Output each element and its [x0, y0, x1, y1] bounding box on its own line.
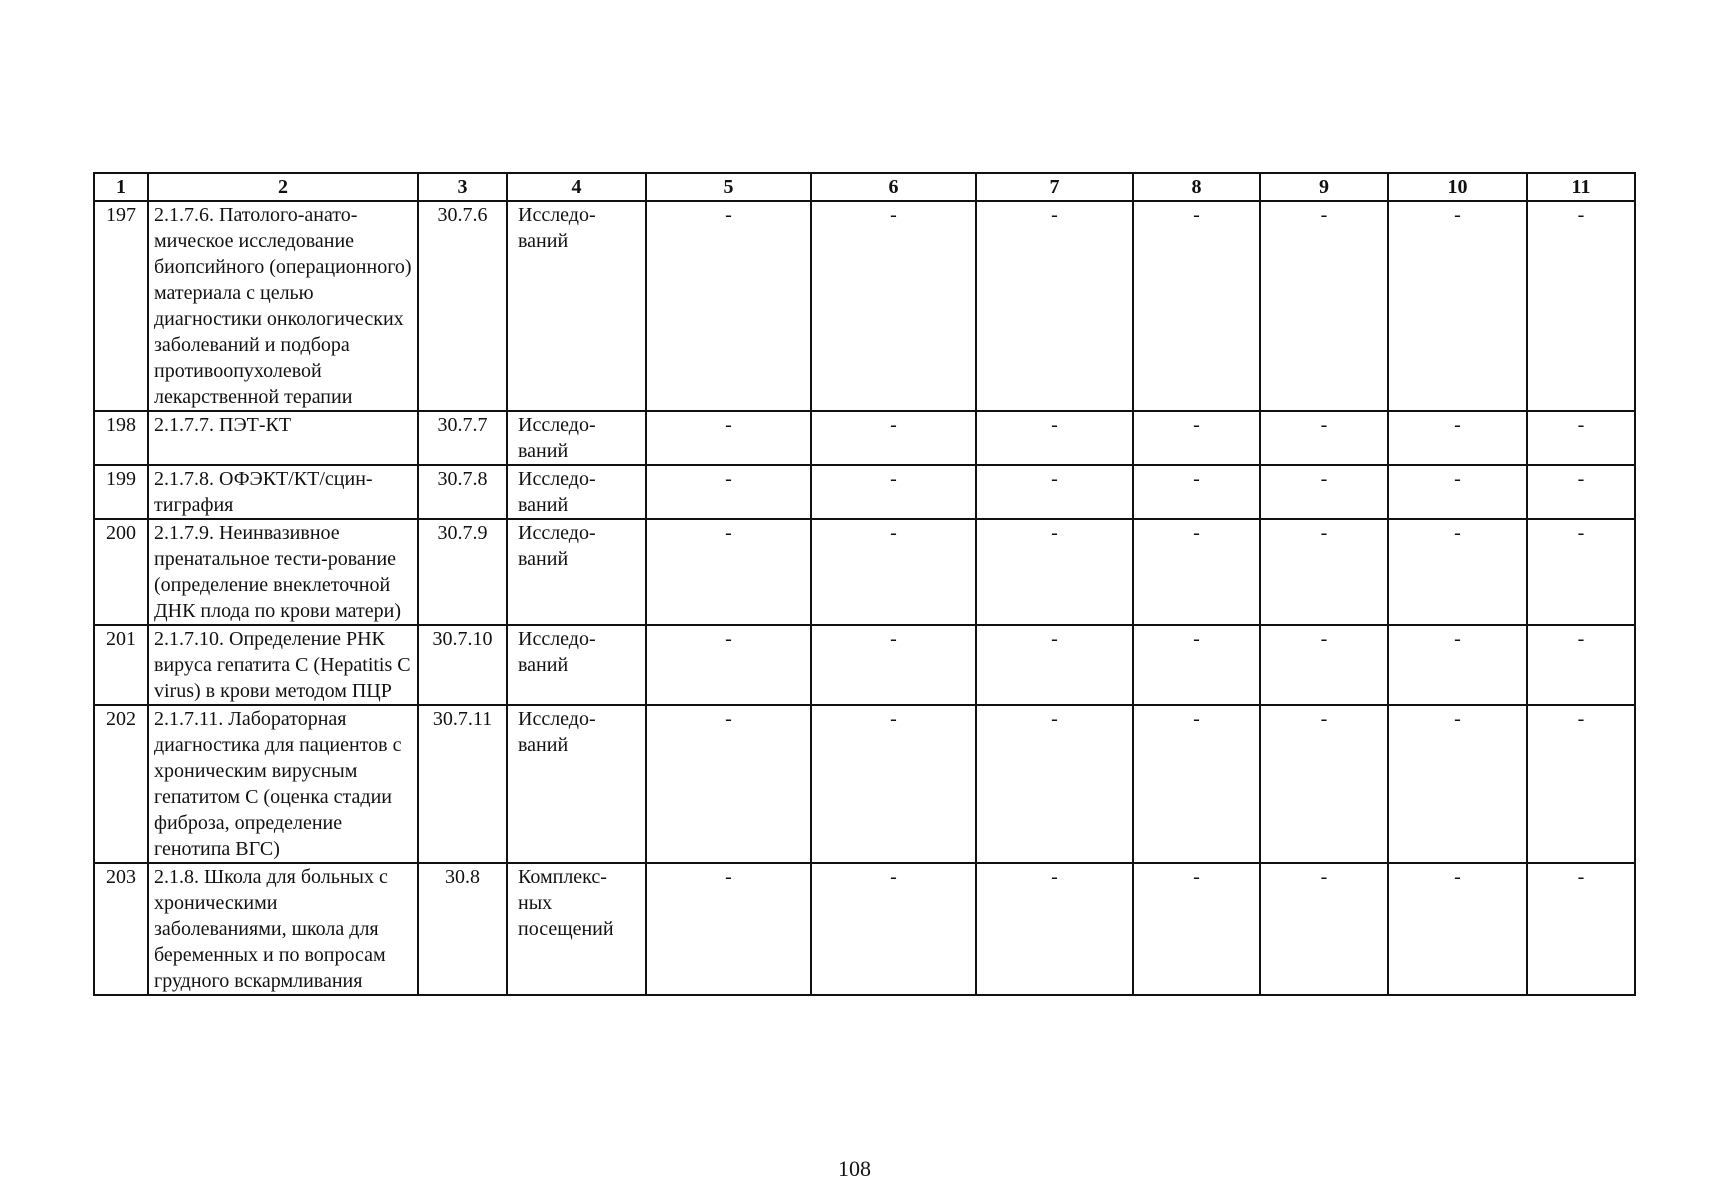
column-header: 10: [1388, 173, 1527, 201]
row-value: -: [976, 465, 1133, 519]
row-unit: Исследо-ваний: [507, 705, 646, 863]
row-value: -: [646, 519, 811, 625]
column-header: 11: [1527, 173, 1635, 201]
row-code: 30.7.10: [418, 625, 507, 705]
row-value: -: [1133, 411, 1260, 465]
column-header: 6: [811, 173, 976, 201]
row-value: -: [1260, 863, 1388, 995]
row-value: -: [1388, 705, 1527, 863]
table-row: [94, 201, 1635, 411]
row-number: 198: [94, 411, 148, 465]
row-value: -: [1527, 705, 1635, 863]
table-header-row: [94, 173, 1635, 201]
row-value: -: [811, 625, 976, 705]
row-value: -: [1527, 519, 1635, 625]
row-name: 2.1.7.8. ОФЭКТ/КТ/сцин-тиграфия: [148, 465, 418, 519]
row-value: -: [1388, 465, 1527, 519]
row-code: 30.7.9: [418, 519, 507, 625]
row-name: 2.1.7.11. Лабораторная диагностика для пациентов с хроническим вирусным гепатитом С (оценка стадии фиброза, определение генотипа ВГС): [148, 705, 418, 863]
row-value: -: [1133, 625, 1260, 705]
row-code: 30.7.7: [418, 411, 507, 465]
row-value: -: [1133, 519, 1260, 625]
row-value: -: [1133, 465, 1260, 519]
row-value: -: [1527, 201, 1635, 411]
row-value: -: [811, 411, 976, 465]
row-name: 2.1.7.9. Неинвазивное пренатальное тести-рование (определение внеклеточной ДНК плода по крови матери): [148, 519, 418, 625]
column-header: 2: [148, 173, 418, 201]
row-value: -: [1388, 201, 1527, 411]
table-row: [94, 625, 1635, 705]
row-value: -: [1260, 705, 1388, 863]
table-row: [94, 411, 1635, 465]
row-number: 199: [94, 465, 148, 519]
row-value: -: [1527, 465, 1635, 519]
row-value: -: [1527, 411, 1635, 465]
table-row: [94, 705, 1635, 863]
row-number: 200: [94, 519, 148, 625]
row-value: -: [646, 705, 811, 863]
row-unit: Комплекс-ных посещений: [507, 863, 646, 995]
row-value: -: [1133, 705, 1260, 863]
row-name: 2.1.8. Школа для больных с хроническими заболеваниями, школа для беременных и по вопросам грудного вскармливания: [148, 863, 418, 995]
table-row: [94, 519, 1635, 625]
row-value: -: [976, 519, 1133, 625]
table-row: [94, 863, 1635, 995]
page-number: 108: [838, 1156, 871, 1181]
row-number: 203: [94, 863, 148, 995]
row-unit: Исследо-ваний: [507, 625, 646, 705]
row-value: -: [976, 863, 1133, 995]
column-header: 3: [418, 173, 507, 201]
row-code: 30.7.8: [418, 465, 507, 519]
row-value: -: [1133, 863, 1260, 995]
row-value: -: [1388, 411, 1527, 465]
row-value: -: [811, 519, 976, 625]
row-unit: Исследо-ваний: [507, 201, 646, 411]
row-value: -: [811, 465, 976, 519]
row-value: -: [976, 705, 1133, 863]
row-value: -: [976, 411, 1133, 465]
column-header: 9: [1260, 173, 1388, 201]
row-unit: Исследо-ваний: [507, 519, 646, 625]
row-number: 202: [94, 705, 148, 863]
row-unit: Исследо-ваний: [507, 411, 646, 465]
row-value: -: [646, 465, 811, 519]
row-value: -: [646, 625, 811, 705]
row-value: -: [1527, 625, 1635, 705]
row-value: -: [646, 201, 811, 411]
row-value: -: [811, 201, 976, 411]
row-number: 197: [94, 201, 148, 411]
row-value: -: [1388, 519, 1527, 625]
row-code: 30.7.6: [418, 201, 507, 411]
column-header: 4: [507, 173, 646, 201]
row-value: -: [811, 863, 976, 995]
row-code: 30.7.11: [418, 705, 507, 863]
row-name: 2.1.7.6. Патолого-анато-мическое исследование биопсийного (операционного) материала с целью диагностики онкологических заболеваний и подбора противоопухолевой лекарственной терапии: [148, 201, 418, 411]
row-value: -: [976, 201, 1133, 411]
row-value: -: [1260, 519, 1388, 625]
data-table: [93, 172, 1636, 996]
row-value: -: [1527, 863, 1635, 995]
row-value: -: [1133, 201, 1260, 411]
row-name: 2.1.7.7. ПЭТ-КТ: [148, 411, 418, 465]
row-value: -: [811, 705, 976, 863]
row-value: -: [1260, 201, 1388, 411]
column-header: 8: [1133, 173, 1260, 201]
row-value: -: [976, 625, 1133, 705]
row-number: 201: [94, 625, 148, 705]
row-value: -: [646, 411, 811, 465]
row-value: -: [1388, 863, 1527, 995]
column-header: 7: [976, 173, 1133, 201]
column-header: 5: [646, 173, 811, 201]
row-value: -: [646, 863, 811, 995]
row-value: -: [1388, 625, 1527, 705]
row-code: 30.8: [418, 863, 507, 995]
table-row: [94, 465, 1635, 519]
row-value: -: [1260, 465, 1388, 519]
row-unit: Исследо-ваний: [507, 465, 646, 519]
row-name: 2.1.7.10. Определение РНК вируса гепатита С (Hepatitis C virus) в крови методом ПЦР: [148, 625, 418, 705]
column-header: 1: [94, 173, 148, 201]
row-value: -: [1260, 625, 1388, 705]
row-value: -: [1260, 411, 1388, 465]
